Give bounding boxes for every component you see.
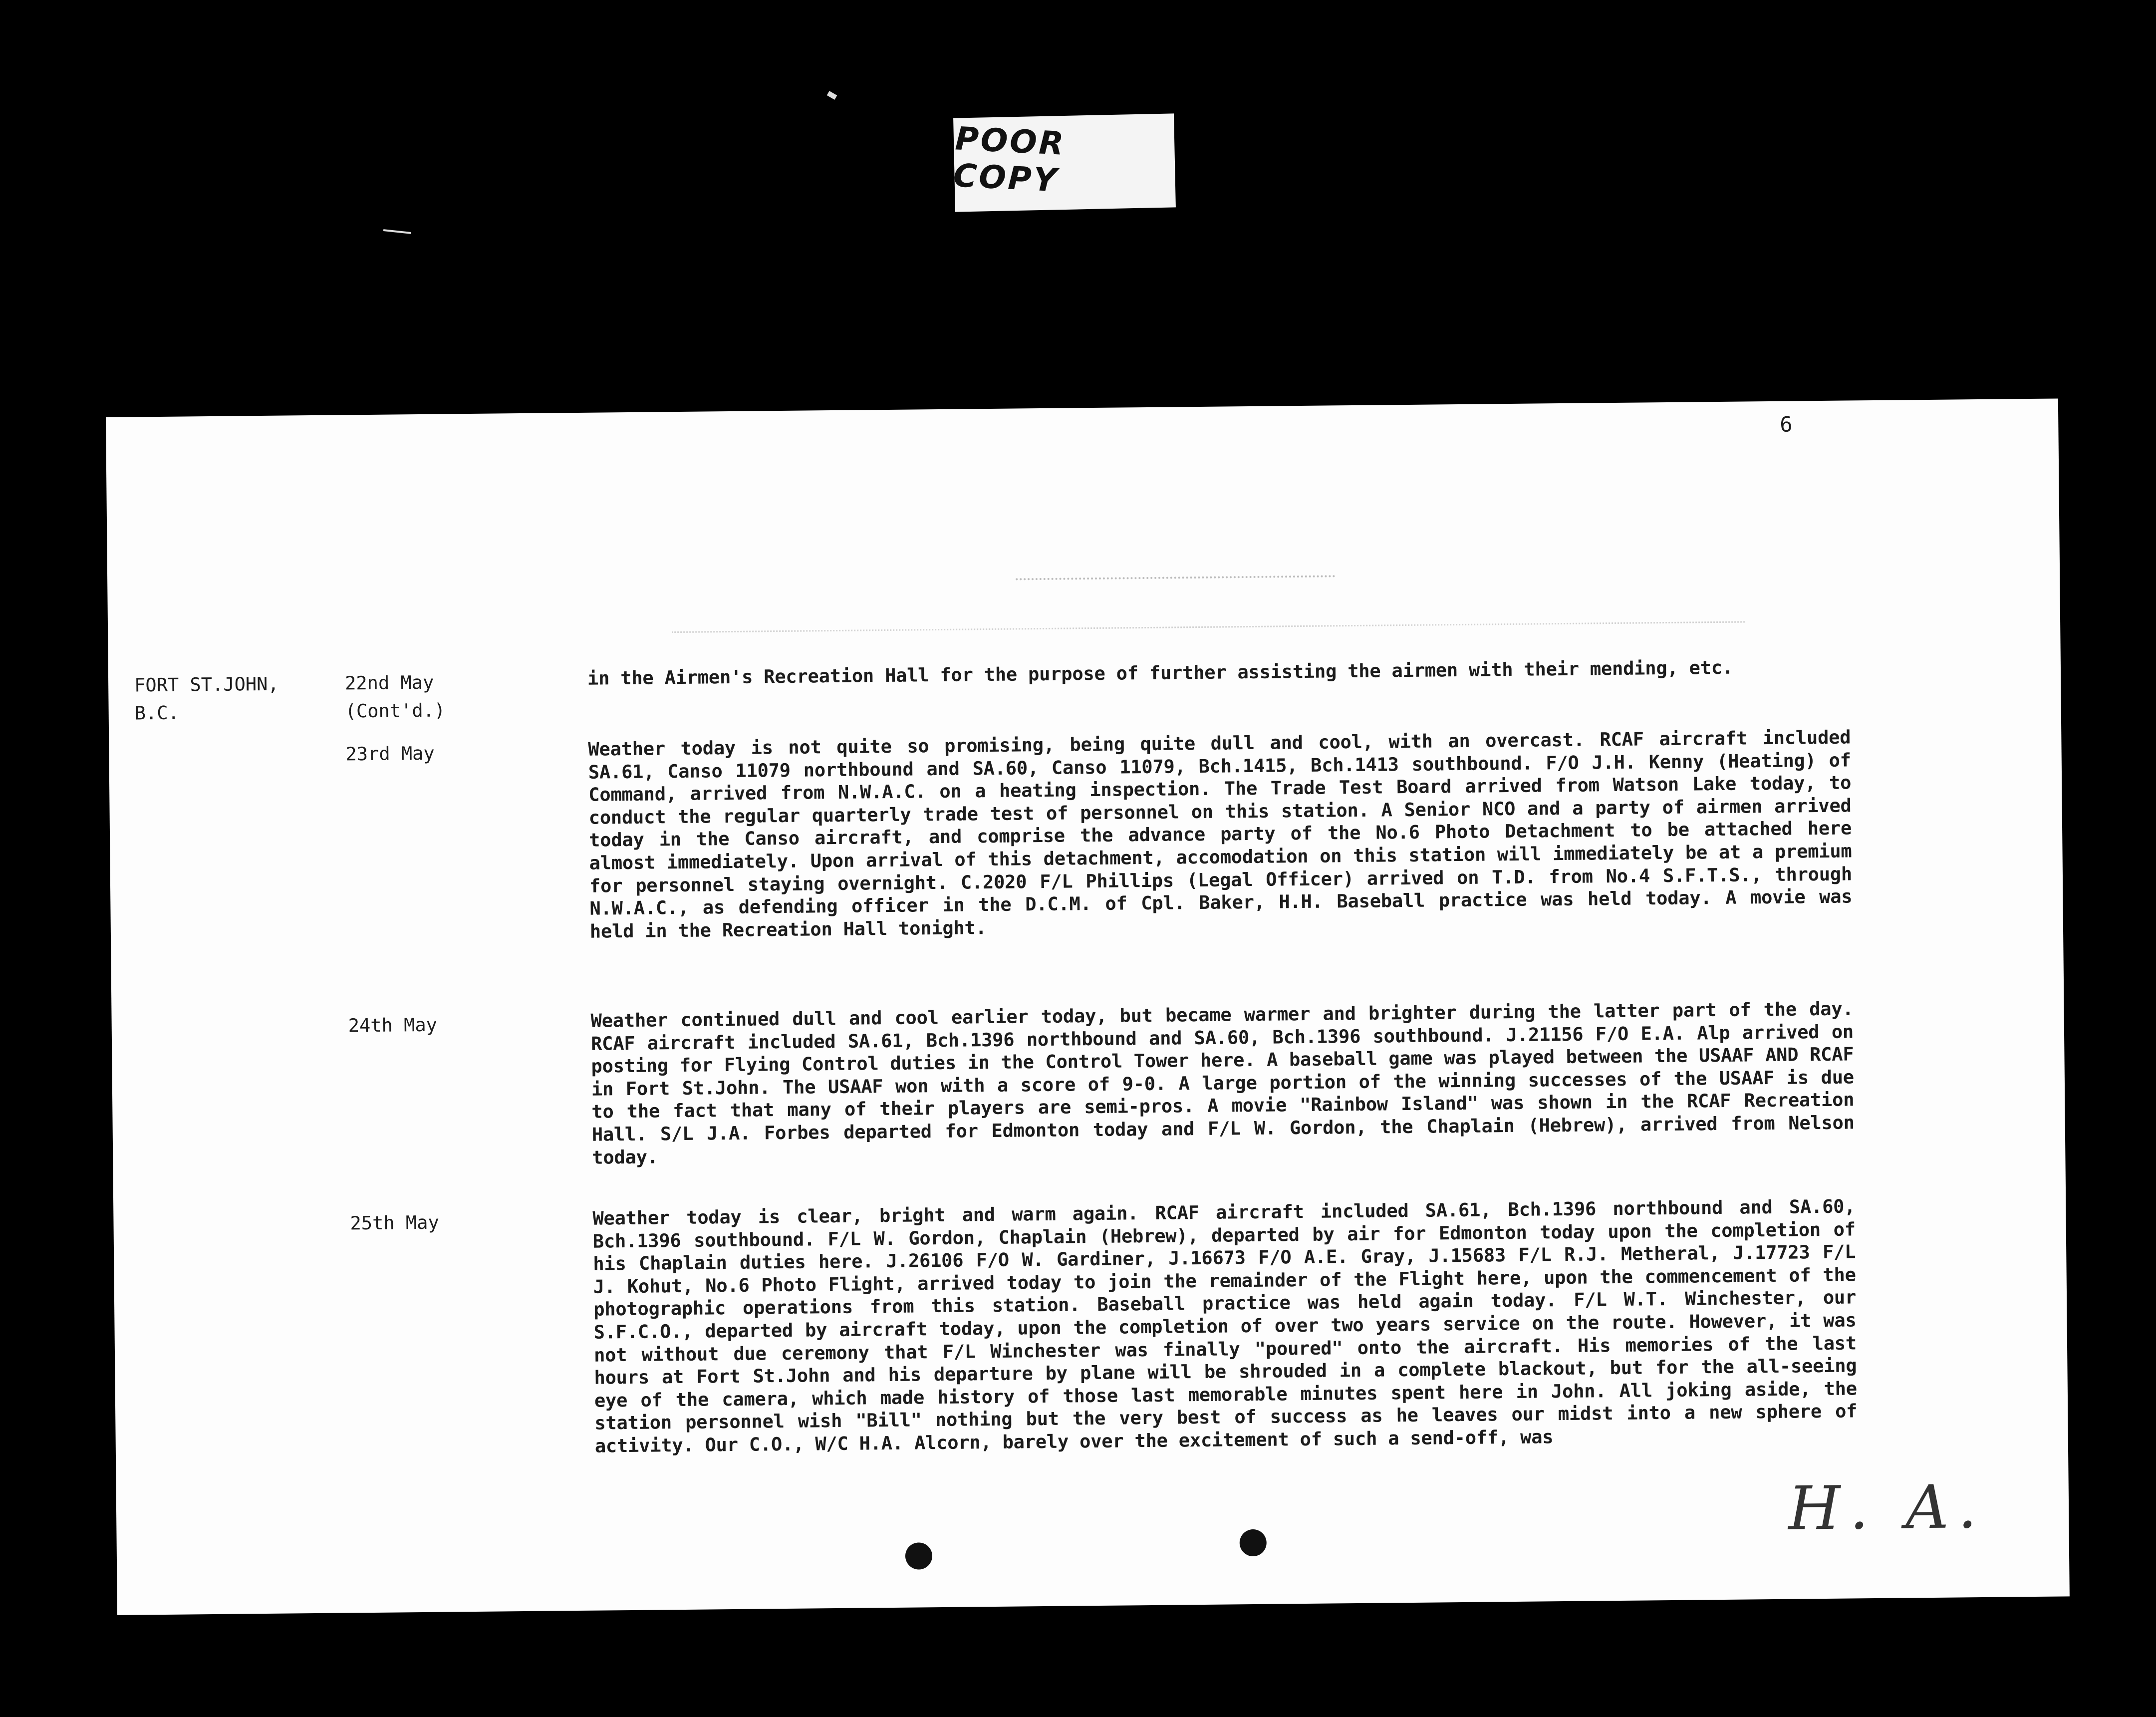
entry-date: 23rd May <box>345 742 435 765</box>
entry-text: in the Airmen's Recreation Hall for the purpose of further assisting the airmen with their mending, etc. <box>587 656 1734 689</box>
binder-hole-right <box>1239 1529 1267 1557</box>
entry-text: Weather continued dull and cool earlier today, but became warmer and brighter during the latter part of the day. RCAF aircraft included SA.61, Bch.1396 northbound and SA.60, Bch.1396 southbound. J.21156 F/O E.A. Alp arrived on posting for Flying Control duties in the Control Tower here. A baseball game was played between the USAAF AND RCAF in Fort St.John. The USAAF won with a score of 9-0. A large portion of the winning successes of the USAAF is due to the fact that many of their players are semi-pros. A movie "Rainbow Island" was shown in the RCAF Recreation Hall. S/L J.A. Forbes departed for Edmonton today and F/L W. Gordon, the Chaplain (Hebrew), arrived from Nelson today. <box>590 998 1855 1168</box>
poor-copy-label <box>953 113 1176 212</box>
faint-header-marks <box>1016 575 1335 585</box>
poor-copy-text: POOR COPY <box>952 120 1067 200</box>
faint-rule <box>672 621 1745 633</box>
entry-text: Weather today is not quite so promising, being quite dull and cool, with an overcast. RCAF aircraft included SA.61, Canso 11079 northbound and SA.60, Canso 11079, Bch.1415, Bch.1413 southbound. F/O J.H. Kenny (Heating) of Command, arrived from N.W.A.C. on a heating inspection. The Trade Test Board arrived from Watson Lake today, to conduct the regular quarterly trade test of personnel on this station. A Senior NCO and a party of airmen arrived today in the Canso aircraft, and comprise the advance party of the No.6 Photo Detachment to be attached here almost immediately. Upon arrival of this detachment, accomodation on this station will immediately be at a premium for personnel staying overnight. C.2020 F/L Phillips (Legal Officer) arrived on T.D. from No.4 S.F.T.S., through N.W.A.C., as defending officer in the D.C.M. of Cpl. Baker, H.H. Baseball practice was held today. A movie was held in the Recreation Hall tonight. <box>588 726 1853 942</box>
film-speck <box>827 91 837 100</box>
entry-text: Weather today is clear, bright and warm again. RCAF aircraft included SA.61, Bch.1396 northbound and SA.60, Bch.1396 southbound. F/L W. Gordon, Chaplain (Hebrew), departed by air for Edmonton today upon the completion of his Chaplain duties here. J.26106 F/O W. Gardiner, J.16673 F/O A.E. Gray, J.15683 F/L R.J. Metheral, J.17723 F/L J. Kohut, No.6 Photo Flight, arrived today to join the remainder of the Flight here, upon the commencement of the photographic operations from this station. Baseball practice was held again today. F/L W.T. Winchester, our S.F.C.O., departed by aircraft today, upon the completion of over two years service on the route. However, it was not without due ceremony that F/L Winchester was finally "poured" onto the aircraft. His memories of the last hours at Fort St.John and his departure by plane will be shrouded in a complete blackout, but for the all-seeing eye of the camera, which made history of those last memorable minutes spent here in John. All joking aside, the station personnel wish "Bill" nothing but the very best of success as he leaves our midst into a new sphere of activity. Our C.O., W/C H.A. Alcorn, barely over the excitement of such a send-off, was <box>592 1195 1858 1457</box>
document-page <box>106 398 2070 1615</box>
film-speck <box>383 229 411 234</box>
entry-date: 25th May <box>350 1211 439 1234</box>
entry-date: 22nd May (Cont'd.) <box>344 671 446 722</box>
handwritten-initials: H. A. <box>1788 1472 1986 1544</box>
entry-date: 24th May <box>348 1014 438 1037</box>
station-location: FORT ST.JOHN, B.C. <box>134 673 279 724</box>
page-number: 6 <box>1780 412 1793 437</box>
binder-hole-left <box>905 1542 933 1570</box>
